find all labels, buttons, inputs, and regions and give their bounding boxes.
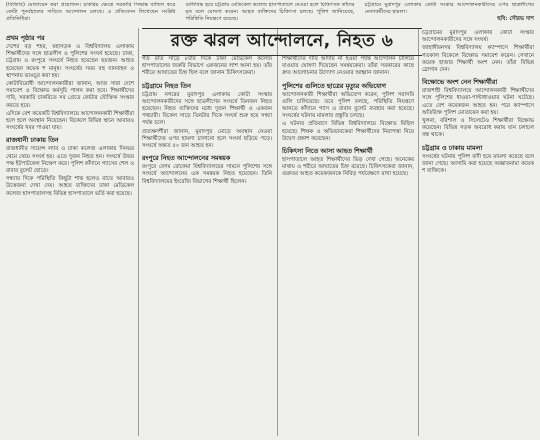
paragraph: এ ঘটনার প্রতিবাদে বিভিন্ন বিশ্ববিদ্যালয়ে বিক্ষোভ মিছিল হয়েছে। শিক্ষক ও অভিভাবকেরা শিক্ষার্থীদের নিরাপত্তা নিয়ে উদ্বেগ প্রকাশ করেছেন। [282, 121, 414, 142]
subheading: চট্টগ্রামে নিহত তিন [142, 81, 191, 90]
paragraph: হাসপাতালে আহত শিক্ষার্থীদের ভিড় দেখা গেছে। অনেকের মাথায় ও শরীরে আঘাতের চিহ্ন রয়েছে। চিকিৎসকেরা জানান, গুরুতর আহত কয়েকজনকে নিবিড় পর্যবেক্ষণে রাখা হয়েছে। [282, 157, 414, 178]
top-strip-right [365, 2, 534, 24]
column-rule [138, 28, 139, 436]
paragraph: দেশের বড় শহর, মহাসড়ক ও বিশ্ববিদ্যালয় এলাকায় শিক্ষার্থীদের সঙ্গে ছাত্রলীগ ও পুলিশের সংঘর্ষ হয়েছে। ঢাকা, চট্টগ্রাম ও রংপুরে সংঘর্ষে নিহত হয়েছেন ছয়জন। আহত হয়েছেন কয়েক শ মানুষ। সংঘর্ষের সময় বহু যানবাহন ও স্থাপনায় ভাঙচুর করা হয়। [6, 44, 134, 79]
top-strip-middle: গুলিবিদ্ধ হয়ে চট্টগ্রাম মেডিকেল কলেজ হাসপাতালে নেওয়া হলে চিকিৎসক তাঁদের মৃত বলে ঘোষণা করেন। আহত ব্যক্তিদের চিকিৎসা চলছে। পুলিশ জানিয়েছে, পরিস্থিতি নিয়ন্ত্রণে রয়েছে। [185, 2, 355, 22]
top-strip [6, 2, 534, 24]
paragraph: চট্টগ্রাম নগরের মুরাদপুর এলাকায় কোটা সংস্কার আন্দোলনকারীদের সঙ্গে ছাত্রলীগের সংঘর্ষে তিনজন নিহত হয়েছেন। নিহত ব্যক্তিদের মধ্যে দুজন শিক্ষার্থী ও একজন পথচারী। বিকেল সাড়ে তিনটার দিকে সংঘর্ষ শুরু হয়ে সন্ধ্যা পর্যন্ত চলে। [142, 91, 272, 127]
subheading: রাজধানী ঢাকায় তিন [6, 136, 59, 145]
subheading: পুলিশের গুলিতে ছাত্রের মৃত্যুর অভিযোগ [282, 81, 386, 90]
top-strip-right-text: চট্টগ্রামে মুরাদপুর এলাকায় কোটা সংস্কার আন্দোলনকারীদের ওপর ছাত্রলীগের নেতাকর্মীদের হামলা। [364, 2, 534, 15]
paragraph: রাজশাহী বিশ্ববিদ্যালয়ে আন্দোলনকারী শিক্ষার্থীদের সঙ্গে পুলিশের ধাওয়া-পাল্টাধাওয়ার ঘটনা ঘটেছে। এতে বেশ কয়েকজন আহত হন। পরে ক্যাম্পাসে অতিরিক্ত পুলিশ মোতায়েন করা হয়। [422, 88, 534, 116]
paragraph: সংঘর্ষের ঘটনায় পুলিশ বাদী হয়ে মামলা করেছে বলে জানা গেছে। আসামি করা হয়েছে অজ্ঞাতনামা কয়েক শ ব্যক্তিকে। [422, 153, 534, 175]
column-rule [277, 28, 278, 436]
photo-credit: ছবি: সৌরভ দাশ [497, 16, 534, 22]
column-2 [142, 56, 272, 438]
paragraph: খুলনা, বরিশাল ও সিলেটেও শিক্ষার্থীরা বিক্ষোভ করেছেন। বিভিন্ন সড়ক অবরোধ করায় যান চলাচল বন্ধ থাকে। [422, 118, 534, 139]
subheading: চট্টগ্রাম ও ঢাকায় মামলা [422, 143, 483, 152]
column-4 [422, 30, 534, 438]
paragraph: আন্দোলনকারী শিক্ষার্থীরা অভিযোগ করেন, পুলিশ সরাসরি গুলি চালিয়েছে। তবে পুলিশ বলছে, পরিস্থিতি নিয়ন্ত্রণে আনতে কাঁদানে গ্যাস ও রাবার বুলেট ব্যবহার করা হয়েছে। সংঘর্ষের ঘটনায় মামলার প্রস্তুতি চলছে। [282, 91, 414, 120]
paragraph: চট্টগ্রামের মুরাদপুর এলাকায় কোটা সংস্কার আন্দোলনকারীদের সঙ্গে সংঘর্ষ। [422, 30, 534, 44]
column-1 [6, 30, 134, 438]
paragraph: শিক্ষার্থীদের দাবি আদায় না হওয়া পর্যন্ত আন্দোলন চালিয়ে যাওয়ার ঘোষণা দিয়েছেন সমন্বয়কেরা। তাঁরা সরকারের কাছে দ্রুত আলোচনার উদ্যোগ নেওয়ার আহ্বান জানান। [282, 56, 414, 77]
paragraph: রাজধানীর সায়েন্স ল্যাব ও ঢাকা কলেজ এলাকায় দিনভর থেমে থেমে সংঘর্ষ হয়। এতে দুজন নিহত হন। সংঘর্ষে উভয় পক্ষ ইটপাটকেল নিক্ষেপ করে। পুলিশ কাঁদানে গ্যাসের শেল ও রাবার বুলেট ছোড়ে। [6, 146, 134, 175]
column-rule [418, 28, 419, 436]
headline-box [142, 28, 422, 56]
paragraph: সন্ধ্যার দিকে পরিস্থিতি কিছুটা শান্ত হলেও রাতে আবারও উত্তেজনা দেখা দেয়। আহত ব্যক্তিদের ঢাকা মেডিকেল কলেজ হাসপাতালসহ বিভিন্ন হাসপাতালে ভর্তি করা হয়েছে। [6, 176, 134, 197]
paragraph: গত রাত সাড়ে ৮টার দিকে ঢাকা মেডিকেল কলেজ হাসপাতালের জরুরি বিভাগে একজনের লাশ আনা হয়। তাঁর শরীরে আঘাতের চিহ্ন ছিল বলে জানান চিকিৎসকেরা। [142, 56, 272, 77]
subheading: রংপুরে নিহত আন্দোলনের সমন্বয়ক [142, 154, 231, 163]
top-strip-left: (বিজিবি) মোতায়েন করা প্রয়োজন। চাকরির ক্ষেত্রে সরকারি সিদ্ধান্ত বাতিল করে কোটা পুনর্বহালের দাবিতে আন্দোলন চলছে। এ প্রতিবেদন লিখেছেন সংশ্লিষ্ট প্রতিনিধিরা। [6, 2, 176, 22]
subheading: চিকিৎসা নিতে আসা আহত শিক্ষার্থী [282, 147, 373, 156]
paragraph: কোটাবিরোধী আন্দোলনকারীরা জানান, আজ সারা দেশে সমাবেশ ও বিক্ষোভ কর্মসূচি পালন করা হবে। শিক্ষার্থীদের দাবি, সরকারি চাকরিতে সব গ্রেডে কোটার যৌক্তিক সংস্কার করতে হবে। [6, 81, 134, 109]
headline: রক্ত ঝরল আন্দোলনে, নিহত ৬ [170, 31, 394, 51]
paragraph: রংপুরে বেগম রোকেয়া বিশ্ববিদ্যালয়ের সামনে পুলিশের সঙ্গে সংঘর্ষে আন্দোলনের এক সমন্বয়ক নিহত হয়েছেন। তিনি বিশ্ববিদ্যালয়ের ইংরেজি বিভাগের শিক্ষার্থী ছিলেন। [142, 164, 272, 185]
paragraph: এদিকে বেশ কয়েকটি বিশ্ববিদ্যালয়ে আন্দোলনকারী শিক্ষার্থীরা হলে হলে অবস্থান নিয়েছেন। বিকেলে বিভিন্ন স্থানে আবারও সংঘর্ষের খবর পাওয়া যায়। [6, 110, 134, 132]
subheading: বিক্ষোভে অংশ নেন শিক্ষার্থীরা [422, 78, 498, 87]
paragraph: জাহাঙ্গীরনগর বিশ্ববিদ্যালয় ক্যাম্পাসে শিক্ষার্থীরা গতকাল বিকেলে বিক্ষোভ সমাবেশ করেন। সেখানে কয়েক হাজার শিক্ষার্থী অংশ নেন। তাঁরা বিভিন্ন স্লোগান দেন। [422, 45, 534, 74]
subheading: প্রথম পৃষ্ঠার পর [6, 34, 45, 42]
paragraph: প্রত্যক্ষদর্শীরা জানান, মুরাদপুর মোড়ে অবস্থান নেওয়া শিক্ষার্থীদের ওপর হামলা চালানো হলে সংঘর্ষ ছড়িয়ে পড়ে। সংঘর্ষে অন্তত ৫০ জন আহত হন। [142, 128, 272, 150]
column-3 [282, 56, 414, 438]
